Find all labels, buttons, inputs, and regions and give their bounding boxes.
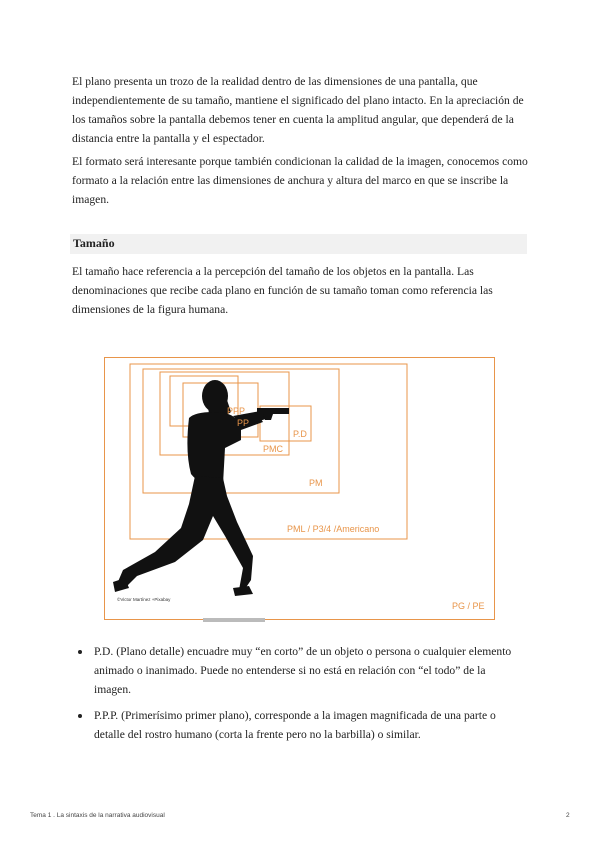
shot-sizes-diagram <box>103 356 496 624</box>
label-pd: P.D <box>293 429 307 439</box>
image-credit: ©Victor Martínez +Pixabay <box>117 597 171 602</box>
size-paragraph: El tamaño hace referencia a la percepción del tamaño de los objetos en la pantalla. Las denominaciones que recibe cada plano en función de su tamaño toman como referencia las dimensiones de la figura humana. <box>72 265 493 316</box>
intro-paragraph-1: El plano presenta un trozo de la realidad dentro de las dimensiones de una pantalla, que independientemente de su tamaño, mantiene el significado del plano intacto. En la apreciación de los tamaños sobre la pantalla debemos tener en cuenta la amplitud angular, que dependerá de la distancia entre la pantalla y el espectador. <box>72 75 524 145</box>
bullet-dot <box>78 714 82 718</box>
label-pp: PP <box>237 418 250 428</box>
frame-pg <box>105 358 495 620</box>
list-item <box>72 642 522 699</box>
footer-title: Tema 1 . La sintaxis de la narrativa audiovisual <box>30 812 165 819</box>
list-item <box>72 706 522 744</box>
page-number: 2 <box>566 812 570 819</box>
bullet-dot <box>78 650 82 654</box>
silhouette-figure <box>113 380 289 596</box>
shot-type-list <box>72 642 522 751</box>
label-pmc: PMC <box>263 444 283 454</box>
bullet-text: P.D. (Plano detalle) encuadre muy “en corto” de un objeto o persona o cualquier elemento animado o inanimado. Puede no entenderse si no está en relación con “el todo” de la imagen. <box>94 645 512 696</box>
section-heading <box>70 234 527 254</box>
label-pm: PM <box>309 478 323 488</box>
bullet-text: P.P.P. (Primerísimo primer plano), corresponde a la imagen magnificada de una parte o detalle del rostro humano (corta la frente pero no la barbilla) o similar. <box>94 709 496 741</box>
label-pml: PML / P3/4 /Americano <box>287 524 380 534</box>
section-title: Tamaño <box>73 236 115 250</box>
label-ppp: PPP <box>227 406 246 416</box>
label-pg: PG / PE <box>452 601 485 611</box>
shot-sizes-figure <box>103 356 496 624</box>
intro-paragraph-2: El formato será interesante porque también condicionan la calidad de la imagen, conocemos como formato a la relación entre las dimensiones de anchura y altura del marco en que se inscribe la imagen. <box>72 155 528 206</box>
